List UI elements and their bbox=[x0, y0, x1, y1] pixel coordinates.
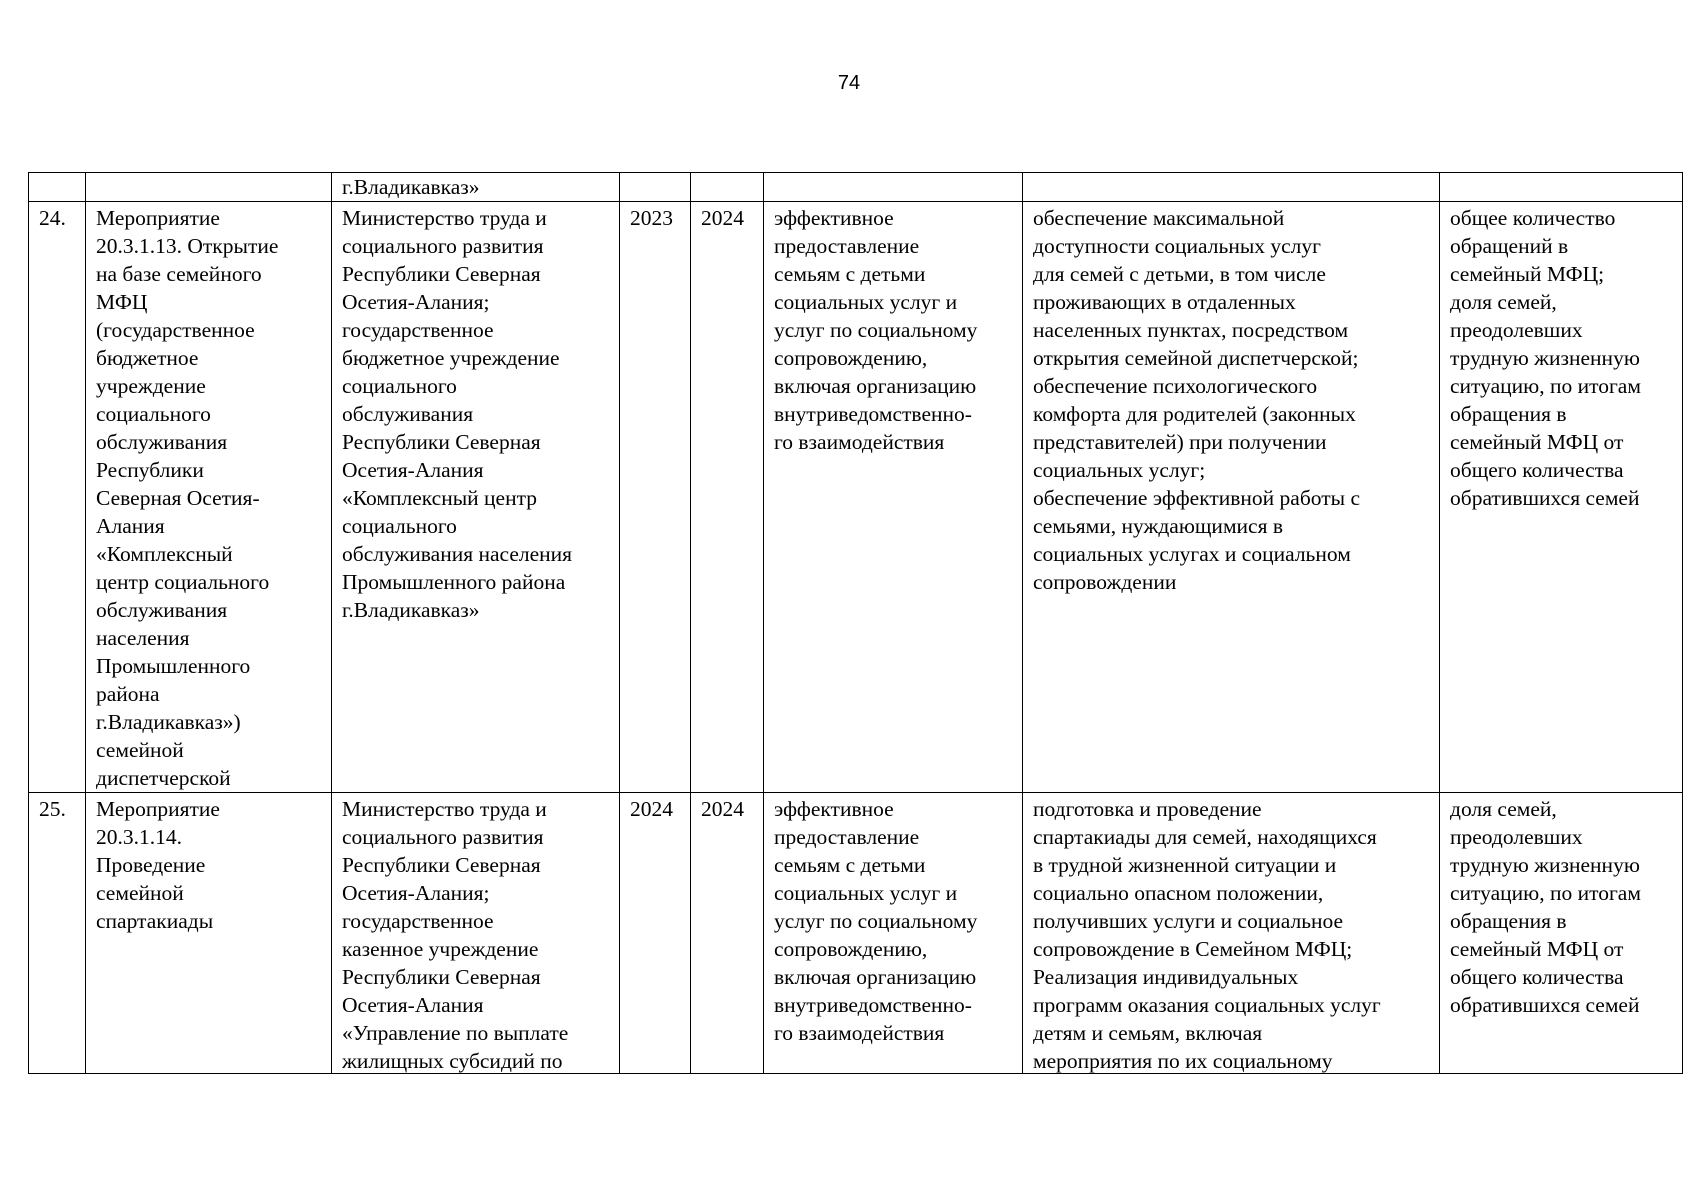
cell-end-year bbox=[691, 173, 764, 202]
cell-description bbox=[1023, 793, 1440, 1074]
cell-description-text: подготовка и проведение спартакиады для семей, находящихся в трудной жизненной ситуации и социально опасном положении, получивших услуги и социальное сопровождение в Семейном МФЦ; Реализация индивидуальных программ оказания социальных услуг детям и семьям, включая мероприятия по их социальному bbox=[1033, 797, 1381, 1073]
cell-responsible: г.Владикавказ» bbox=[332, 173, 620, 202]
cell-number: 24. bbox=[29, 202, 86, 793]
cell-indicator: общее количество обращений в семейный МФЦ; доля семей, преодолевших трудную жизненную ситуацию, по итогам обращения в семейный МФЦ от общего количества обратившихся семей bbox=[1440, 202, 1683, 793]
cell-number bbox=[29, 793, 86, 1074]
table-row-continuation bbox=[29, 173, 1683, 202]
cell-expected-result bbox=[764, 173, 1023, 202]
cell-start-year bbox=[620, 793, 691, 1074]
cell-description bbox=[1023, 173, 1440, 202]
cell-start-year-text: 2024 bbox=[630, 797, 673, 821]
cell-expected-result bbox=[764, 793, 1023, 1074]
page-number: 74 bbox=[837, 72, 861, 94]
cell-responsible bbox=[332, 793, 620, 1074]
table-row bbox=[29, 202, 1683, 793]
cell-indicator bbox=[1440, 793, 1683, 1074]
cell-activity: Мероприятие 20.3.1.13. Открытие на базе семейного МФЦ (государственное бюджетное учреждение социального обслуживания Республики Северная Осетия- Алания «Комплексный центр социального обслуживания населения Промышленного района г.Владикавказ») семейной диспетчерской bbox=[86, 202, 332, 793]
cell-number bbox=[29, 173, 86, 202]
cell-description: обеспечение максимальной доступности социальных услуг для семей с детьми, в том числе проживающих в отдаленных населенных пунктах, посредством открытия семейной диспетчерской; обеспечение психологического комфорта для родителей (законных представителей) при получении социальных услуг; обеспечение эффективной работы с семьями, нуждающимися в социальных услугах и социальном сопровождении bbox=[1023, 202, 1440, 793]
cell-responsible: Министерство труда и социального развития Республики Северная Осетия-Алания; государственное бюджетное учреждение социального обслуживания Республики Северная Осетия-Алания «Комплексный центр социального обслуживания населения Промышленного района г.Владикавказ» bbox=[332, 202, 620, 793]
cell-indicator-text: доля семей, преодолевших трудную жизненную ситуацию, по итогам обращения в семейный МФЦ от общего количества обратившихся семей bbox=[1450, 797, 1641, 1017]
activities-table bbox=[28, 172, 1683, 1074]
table-row bbox=[29, 793, 1683, 1074]
cell-activity bbox=[86, 173, 332, 202]
cell-activity bbox=[86, 793, 332, 1074]
cell-end-year-text: 2024 bbox=[701, 797, 744, 821]
cell-expected-result-text: эффективное предоставление семьям с детьми социальных услуг и услуг по социальному сопровождению, включая организацию внутриведомственно- го взаимодействия bbox=[774, 797, 978, 1045]
cell-number-text: 25. bbox=[39, 797, 66, 821]
cell-activity-text: Мероприятие 20.3.1.14. Проведение семейной спартакиады bbox=[96, 797, 220, 933]
cell-indicator bbox=[1440, 173, 1683, 202]
cell-end-year bbox=[691, 793, 764, 1074]
cell-expected-result: эффективное предоставление семьям с детьми социальных услуг и услуг по социальному сопровождению, включая организацию внутриведомственно- го взаимодействия bbox=[764, 202, 1023, 793]
cell-start-year: 2023 bbox=[620, 202, 691, 793]
cell-start-year bbox=[620, 173, 691, 202]
cell-responsible-text: Министерство труда и социального развития Республики Северная Осетия-Алания; государственное казенное учреждение Республики Северная Осетия-Алания «Управление по выплате жилищных субсидий по bbox=[342, 797, 569, 1073]
cell-end-year: 2024 bbox=[691, 202, 764, 793]
